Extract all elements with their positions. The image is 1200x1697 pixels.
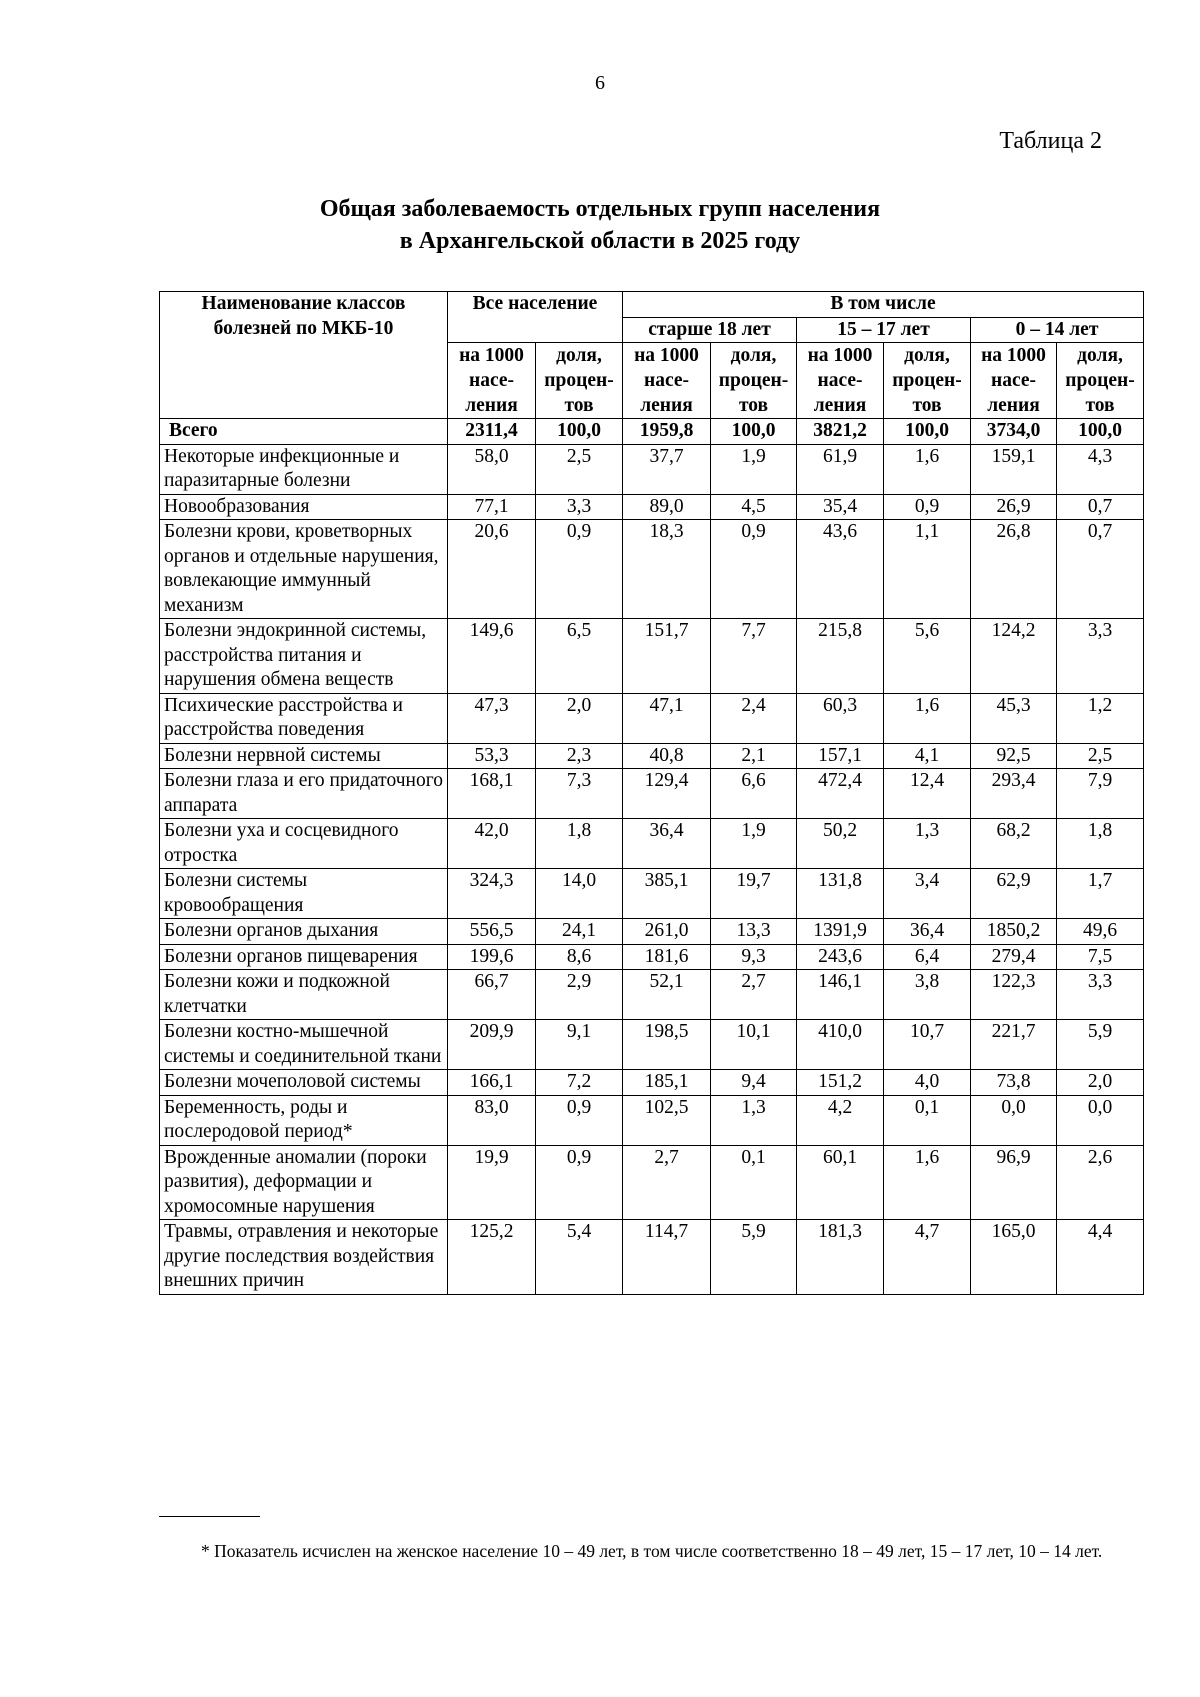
cell-value: 62,9 <box>971 869 1057 919</box>
cell-value: 199,6 <box>448 944 536 970</box>
table-row <box>160 869 1144 919</box>
table-row <box>160 970 1144 1020</box>
title-line-1: Общая заболеваемость отдельных групп населения <box>319 196 881 222</box>
cell-value: 1,6 <box>884 1145 971 1220</box>
cell-value: 60,1 <box>797 1145 884 1220</box>
cell-value: 0,0 <box>971 1095 1057 1145</box>
cell-value: 73,8 <box>971 1070 1057 1096</box>
cell-value: 3821,2 <box>797 419 884 445</box>
cell-value: 1,7 <box>1057 869 1144 919</box>
row-name: Болезни мочеполовой системы <box>160 1070 448 1096</box>
cell-value: 1,6 <box>884 444 971 494</box>
table-row <box>160 819 1144 869</box>
cell-value: 5,9 <box>1057 1020 1144 1070</box>
row-name: Болезни системы кровообращения <box>160 869 448 919</box>
page-number: 6 <box>595 72 605 94</box>
table-row <box>160 769 1144 819</box>
cell-value: 1,1 <box>884 520 971 619</box>
cell-value: 279,4 <box>971 944 1057 970</box>
cell-value: 83,0 <box>448 1095 536 1145</box>
cell-value: 14,0 <box>536 869 623 919</box>
header-per-1000: на 1000 насе-ления <box>971 343 1057 419</box>
cell-value: 47,3 <box>448 693 536 743</box>
table-row <box>160 619 1144 694</box>
cell-value: 2,5 <box>1057 743 1144 769</box>
cell-value: 209,9 <box>448 1020 536 1070</box>
cell-value: 5,4 <box>536 1220 623 1295</box>
cell-value: 1,9 <box>711 819 797 869</box>
cell-value: 151,7 <box>623 619 711 694</box>
cell-value: 4,5 <box>711 494 797 520</box>
header-disease-class: Наименование классов болезней по МКБ-10 <box>160 292 448 419</box>
table-row <box>160 1145 1144 1220</box>
cell-value: 129,4 <box>623 769 711 819</box>
row-name: Болезни уха и сосцевидного отростка <box>160 819 448 869</box>
cell-value: 52,1 <box>623 970 711 1020</box>
cell-value: 36,4 <box>884 919 971 945</box>
cell-value: 4,4 <box>1057 1220 1144 1295</box>
header-per-1000: на 1000 насе-ления <box>797 343 884 419</box>
cell-value: 100,0 <box>884 419 971 445</box>
cell-value: 47,1 <box>623 693 711 743</box>
cell-value: 3,3 <box>1057 619 1144 694</box>
cell-value: 53,3 <box>448 743 536 769</box>
cell-value: 472,4 <box>797 769 884 819</box>
row-name: Болезни глаза и его придаточного аппарата <box>160 769 448 819</box>
cell-value: 68,2 <box>971 819 1057 869</box>
header-group-15-17: 15 – 17 лет <box>797 317 971 343</box>
cell-value: 2,9 <box>536 970 623 1020</box>
row-name: Болезни крови, кроветворных органов и отдельные нарушения, вовлекающие иммунный механизм <box>160 520 448 619</box>
row-name: Некоторые инфекционные и паразитарные болезни <box>160 444 448 494</box>
header-share: доля, процен-тов <box>711 343 797 419</box>
cell-value: 9,3 <box>711 944 797 970</box>
cell-value: 1,9 <box>711 444 797 494</box>
header-per-1000: на 1000 насе-ления <box>623 343 711 419</box>
cell-value: 6,4 <box>884 944 971 970</box>
cell-value: 89,0 <box>623 494 711 520</box>
cell-value: 6,5 <box>536 619 623 694</box>
cell-value: 4,3 <box>1057 444 1144 494</box>
header-share: доля, процен-тов <box>536 343 623 419</box>
cell-value: 2,7 <box>623 1145 711 1220</box>
cell-value: 1850,2 <box>971 919 1057 945</box>
cell-value: 7,7 <box>711 619 797 694</box>
cell-value: 77,1 <box>448 494 536 520</box>
cell-value: 114,7 <box>623 1220 711 1295</box>
cell-value: 24,1 <box>536 919 623 945</box>
cell-value: 146,1 <box>797 970 884 1020</box>
header-share: доля, процен-тов <box>1057 343 1144 419</box>
cell-value: 2,3 <box>536 743 623 769</box>
cell-value: 7,3 <box>536 769 623 819</box>
cell-value: 3,8 <box>884 970 971 1020</box>
cell-value: 50,2 <box>797 819 884 869</box>
cell-value: 0,7 <box>1057 520 1144 619</box>
cell-value: 243,6 <box>797 944 884 970</box>
cell-value: 2,0 <box>536 693 623 743</box>
cell-value: 1,3 <box>711 1095 797 1145</box>
row-name: Новообразования <box>160 494 448 520</box>
cell-value: 1391,9 <box>797 919 884 945</box>
cell-value: 1,8 <box>536 819 623 869</box>
row-name: Всего <box>160 419 448 445</box>
table-row <box>160 494 1144 520</box>
cell-value: 181,6 <box>623 944 711 970</box>
cell-value: 0,9 <box>884 494 971 520</box>
cell-value: 0,1 <box>711 1145 797 1220</box>
header-including: В том числе <box>623 292 1144 318</box>
row-name: Болезни кожи и подкожной клетчатки <box>160 970 448 1020</box>
cell-value: 3,3 <box>536 494 623 520</box>
row-name: Болезни эндокринной системы, расстройства питания и нарушения обмена веществ <box>160 619 448 694</box>
cell-value: 26,8 <box>971 520 1057 619</box>
cell-value: 49,6 <box>1057 919 1144 945</box>
cell-value: 0,9 <box>536 1145 623 1220</box>
row-name: Психические расстройства и расстройства поведения <box>160 693 448 743</box>
table-row <box>160 919 1144 945</box>
cell-value: 0,9 <box>536 520 623 619</box>
cell-value: 19,7 <box>711 869 797 919</box>
cell-value: 102,5 <box>623 1095 711 1145</box>
cell-value: 8,6 <box>536 944 623 970</box>
cell-value: 2,6 <box>1057 1145 1144 1220</box>
cell-value: 2,5 <box>536 444 623 494</box>
cell-value: 293,4 <box>971 769 1057 819</box>
cell-value: 157,1 <box>797 743 884 769</box>
cell-value: 45,3 <box>971 693 1057 743</box>
cell-value: 0,0 <box>1057 1095 1144 1145</box>
cell-value: 66,7 <box>448 970 536 1020</box>
header-group-adults: старше 18 лет <box>623 317 797 343</box>
row-name: Беременность, роды и послеродовой период* <box>160 1095 448 1145</box>
cell-value: 18,3 <box>623 520 711 619</box>
cell-value: 100,0 <box>1057 419 1144 445</box>
cell-value: 185,1 <box>623 1070 711 1096</box>
cell-value: 0,9 <box>536 1095 623 1145</box>
cell-value: 0,9 <box>711 520 797 619</box>
cell-value: 4,0 <box>884 1070 971 1096</box>
cell-value: 410,0 <box>797 1020 884 1070</box>
cell-value: 13,3 <box>711 919 797 945</box>
cell-value: 168,1 <box>448 769 536 819</box>
table-row <box>160 520 1144 619</box>
cell-value: 5,6 <box>884 619 971 694</box>
cell-value: 1,6 <box>884 693 971 743</box>
table-row <box>160 1095 1144 1145</box>
cell-value: 60,3 <box>797 693 884 743</box>
cell-value: 37,7 <box>623 444 711 494</box>
cell-value: 35,4 <box>797 494 884 520</box>
cell-value: 124,2 <box>971 619 1057 694</box>
header-share: доля, процен-тов <box>884 343 971 419</box>
cell-value: 36,4 <box>623 819 711 869</box>
cell-value: 3,4 <box>884 869 971 919</box>
cell-value: 4,1 <box>884 743 971 769</box>
cell-value: 181,3 <box>797 1220 884 1295</box>
row-name: Травмы, отравления и некоторые другие последствия воздействия внешних причин <box>160 1220 448 1295</box>
cell-value: 9,4 <box>711 1070 797 1096</box>
cell-value: 42,0 <box>448 819 536 869</box>
cell-value: 159,1 <box>971 444 1057 494</box>
cell-value: 151,2 <box>797 1070 884 1096</box>
cell-value: 4,7 <box>884 1220 971 1295</box>
cell-value: 40,8 <box>623 743 711 769</box>
cell-value: 61,9 <box>797 444 884 494</box>
footnote-divider <box>159 1516 260 1517</box>
cell-value: 556,5 <box>448 919 536 945</box>
cell-value: 20,6 <box>448 520 536 619</box>
table-label: Таблица 2 <box>999 128 1102 154</box>
cell-value: 324,3 <box>448 869 536 919</box>
cell-value: 26,9 <box>971 494 1057 520</box>
cell-value: 1,3 <box>884 819 971 869</box>
cell-value: 96,9 <box>971 1145 1057 1220</box>
cell-value: 2,4 <box>711 693 797 743</box>
cell-value: 221,7 <box>971 1020 1057 1070</box>
cell-value: 3,3 <box>1057 970 1144 1020</box>
cell-value: 261,0 <box>623 919 711 945</box>
table-row-total <box>160 419 1144 445</box>
morbidity-table <box>159 291 1144 1295</box>
cell-value: 12,4 <box>884 769 971 819</box>
cell-value: 2,1 <box>711 743 797 769</box>
cell-value: 9,1 <box>536 1020 623 1070</box>
row-name: Болезни нервной системы <box>160 743 448 769</box>
cell-value: 7,2 <box>536 1070 623 1096</box>
cell-value: 5,9 <box>711 1220 797 1295</box>
row-name: Болезни органов пищеварения <box>160 944 448 970</box>
header-all-population: Все население <box>448 292 623 343</box>
table-row <box>160 743 1144 769</box>
cell-value: 215,8 <box>797 619 884 694</box>
cell-value: 7,9 <box>1057 769 1144 819</box>
cell-value: 149,6 <box>448 619 536 694</box>
cell-value: 1,2 <box>1057 693 1144 743</box>
table-row <box>160 444 1144 494</box>
cell-value: 100,0 <box>711 419 797 445</box>
table-row <box>160 1070 1144 1096</box>
cell-value: 43,6 <box>797 520 884 619</box>
cell-value: 100,0 <box>536 419 623 445</box>
table-row <box>160 944 1144 970</box>
cell-value: 7,5 <box>1057 944 1144 970</box>
table-body <box>160 419 1144 1295</box>
cell-value: 1,8 <box>1057 819 1144 869</box>
cell-value: 10,7 <box>884 1020 971 1070</box>
table-row <box>160 1220 1144 1295</box>
row-name: Болезни органов дыхания <box>160 919 448 945</box>
row-name: Врожденные аномалии (пороки развития), деформации и хромосомные нарушения <box>160 1145 448 1220</box>
header-group-0-14: 0 – 14 лет <box>971 317 1144 343</box>
cell-value: 92,5 <box>971 743 1057 769</box>
cell-value: 0,7 <box>1057 494 1144 520</box>
cell-value: 4,2 <box>797 1095 884 1145</box>
cell-value: 198,5 <box>623 1020 711 1070</box>
table-row <box>160 1020 1144 1070</box>
cell-value: 385,1 <box>623 869 711 919</box>
title-line-2: в Архангельской области в 2025 году <box>399 228 801 254</box>
cell-value: 2311,4 <box>448 419 536 445</box>
footnote: * Показатель исчислен на женское население 10 – 49 лет, в том числе соответственно 18 – 49 лет, 15 – 17 лет, 10 – 14 лет. <box>201 1541 1103 1561</box>
row-name: Болезни костно-мышечной системы и соединительной ткани <box>160 1020 448 1070</box>
cell-value: 165,0 <box>971 1220 1057 1295</box>
cell-value: 166,1 <box>448 1070 536 1096</box>
cell-value: 122,3 <box>971 970 1057 1020</box>
cell-value: 1959,8 <box>623 419 711 445</box>
document-title <box>0 193 1200 257</box>
cell-value: 58,0 <box>448 444 536 494</box>
cell-value: 131,8 <box>797 869 884 919</box>
table-row <box>160 693 1144 743</box>
cell-value: 19,9 <box>448 1145 536 1220</box>
cell-value: 2,7 <box>711 970 797 1020</box>
cell-value: 6,6 <box>711 769 797 819</box>
cell-value: 0,1 <box>884 1095 971 1145</box>
cell-value: 2,0 <box>1057 1070 1144 1096</box>
cell-value: 3734,0 <box>971 419 1057 445</box>
header-per-1000: на 1000 насе-ления <box>448 343 536 419</box>
cell-value: 10,1 <box>711 1020 797 1070</box>
cell-value: 125,2 <box>448 1220 536 1295</box>
